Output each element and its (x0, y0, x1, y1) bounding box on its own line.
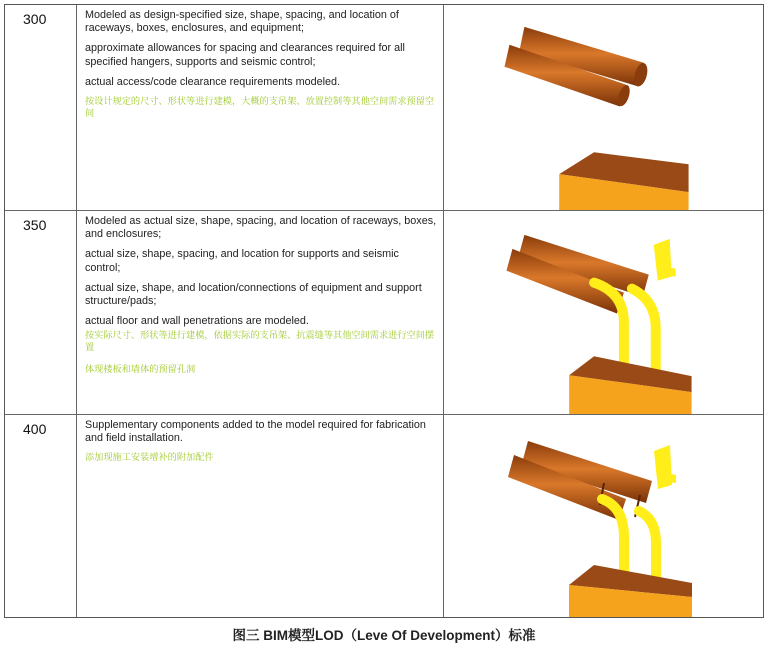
lod-description (77, 415, 444, 617)
lod-description (77, 5, 444, 210)
description-line: approximate allowances for spacing and clearances required for all specified hangers, supports and seismic control; (85, 42, 405, 68)
lod-table (4, 4, 764, 618)
slab (559, 152, 688, 210)
description-line: actual size, shape, and location/connections of equipment and support structure/pads; (85, 281, 422, 308)
description-line: Supplementary components added to the model required for fabrication and field installation. (85, 419, 426, 445)
lod-row-400 (5, 415, 763, 617)
lod-row-350 (5, 211, 763, 415)
chinese-note: 按设计规定的尺寸、形状等进行建模，大概的支吊架、放置控制等其他空间需求预留空间 (85, 96, 435, 120)
lod-description (77, 211, 444, 414)
lod-level-label: 400 (5, 415, 77, 617)
lod-300-model-drawing (444, 5, 763, 210)
lod-350-model-drawing (444, 211, 763, 414)
figure-caption: 图三 BIM模型LOD（Leve Of Development）标准 (232, 628, 536, 643)
description-line: Modeled as design-specified size, shape, spacing, and location of raceways, boxes, enclosures, and equipment; (85, 9, 399, 35)
lod-level-label: 300 (5, 5, 77, 210)
description-line: Modeled as actual size, shape, spacing, and location of raceways, boxes, and enclosures; (85, 215, 437, 241)
lod-350-illustration (444, 211, 763, 414)
chinese-note: 按实际尺寸、形状等进行建模，依据实际的支吊架、抗震缝等其他空间需求进行空间摆置 (85, 330, 435, 354)
lod-300-illustration (444, 5, 763, 210)
bracket (654, 445, 676, 489)
description-line: actual floor and wall penetrations are modeled. (85, 315, 309, 328)
lod-400-model-drawing (444, 415, 763, 617)
chinese-note: 体现楼板和墙体的预留孔洞 (85, 364, 196, 376)
slab (569, 565, 692, 617)
description-line: actual size, shape, spacing, and location for supports and seismic control; (85, 248, 399, 274)
description-line: actual access/code clearance requirements modeled. (85, 75, 341, 88)
bracket (654, 239, 676, 281)
lod-level-label: 350 (5, 211, 77, 414)
chinese-note: 添加现施工安装增补的附加配件 (85, 452, 214, 464)
lod-400-illustration (444, 415, 763, 617)
lod-row-300 (5, 5, 763, 211)
slab (569, 356, 691, 414)
